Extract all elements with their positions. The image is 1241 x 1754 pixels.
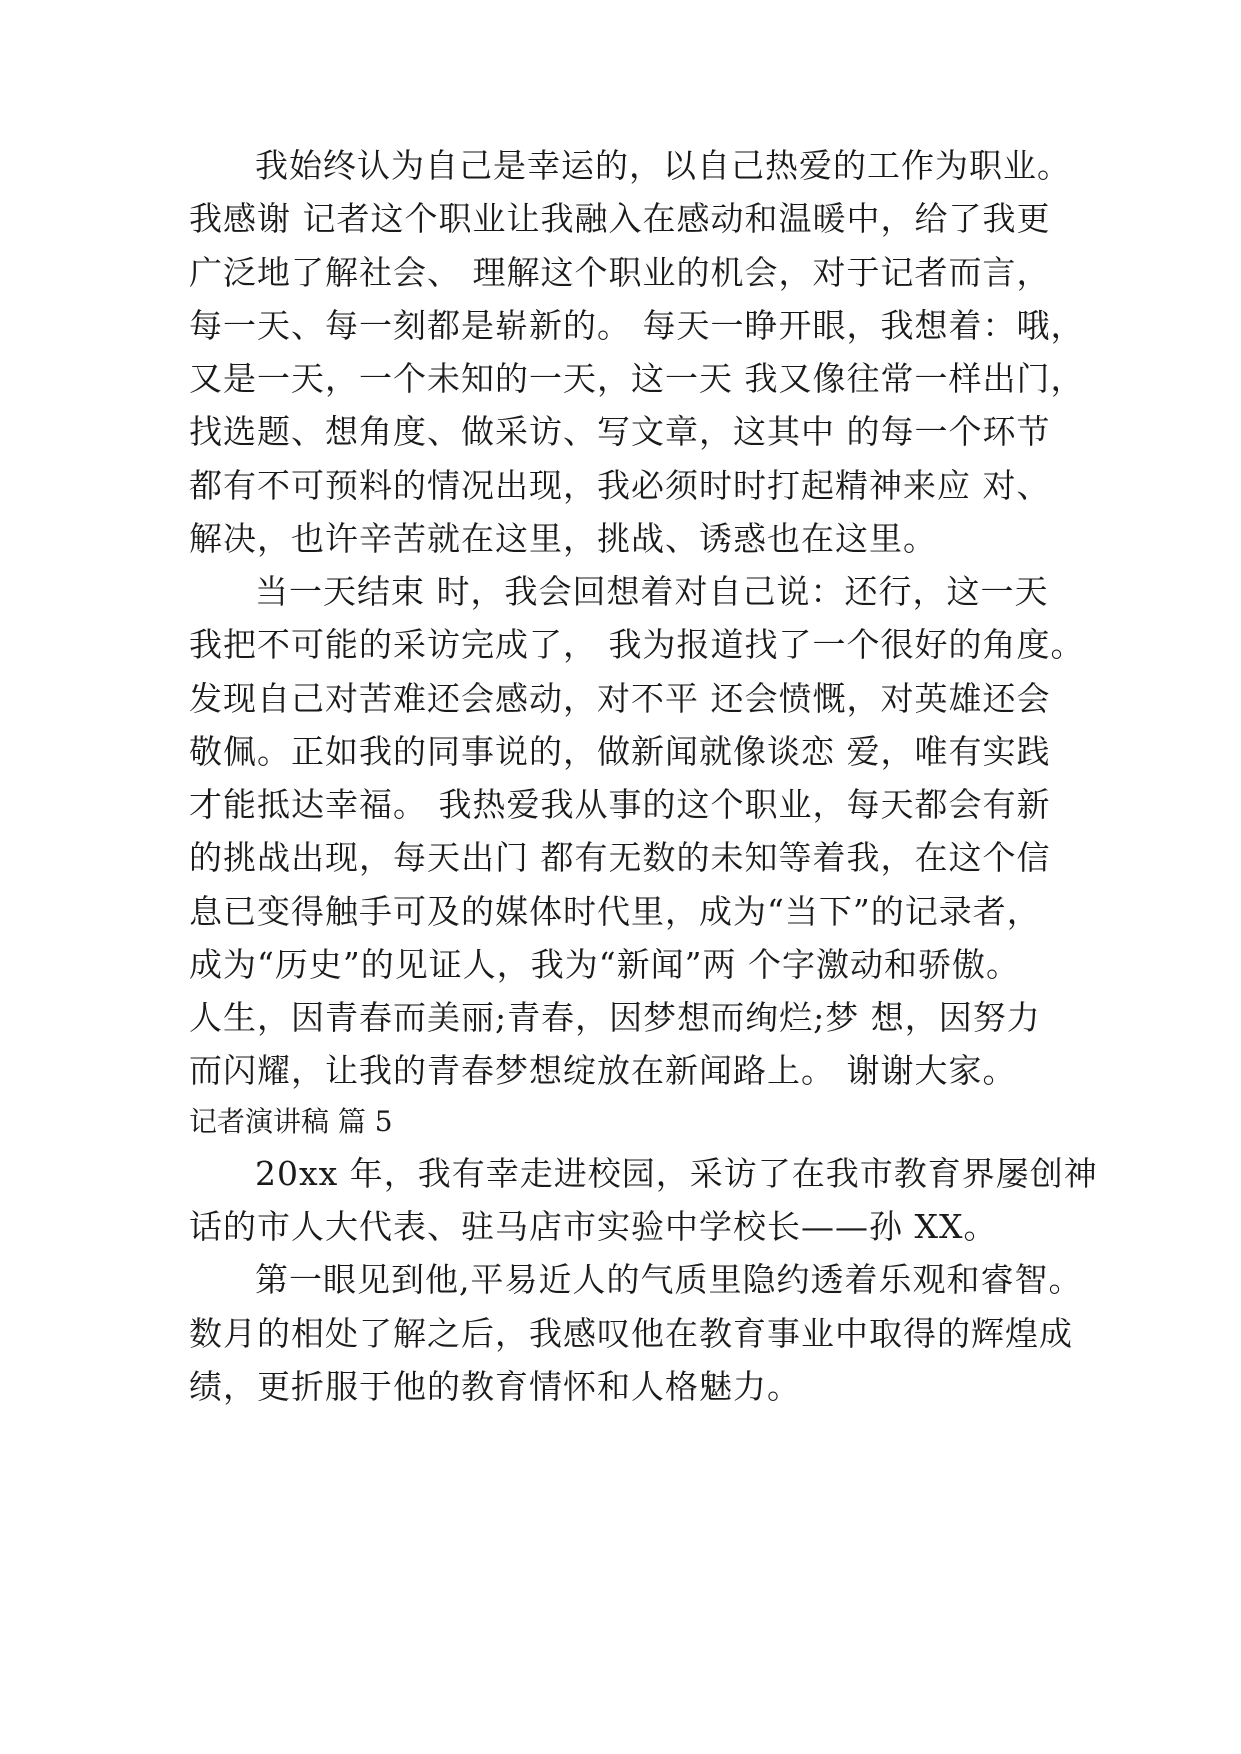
paragraph-1-line: 找选题、想角度、做采访、写文章，这其中 的每一个环节 [189, 412, 1051, 451]
paragraph-1-line: 我感谢 记者这个职业让我融入在感动和温暖中，给了我更 [189, 199, 1051, 238]
paragraph-1-line: 解决，也许辛苦就在这里，挑战、诱惑也在这里。 [189, 519, 937, 558]
paragraph-4-line: 绩，更折服于他的教育情怀和人格魅力。 [189, 1367, 801, 1406]
paragraph-1-line: 每一天、每一刻都是崭新的。 每天一睁开眼，我想着：哦， [189, 306, 1085, 345]
paragraph-2-line: 才能抵达幸福。 我热爱我从事的这个职业，每天都会有新 [189, 785, 1051, 824]
paragraph-4-line: 数月的相处了解之后，我感叹他在教育事业中取得的辉煌成 [189, 1314, 1073, 1353]
paragraph-2-line: 息已变得触手可及的媒体时代里，成为“当下”的记录者， [189, 892, 1041, 931]
paragraph-2-line: 而闪耀，让我的青春梦想绽放在新闻路上。 谢谢大家。 [189, 1051, 1017, 1090]
paragraph-1-line: 都有不可预料的情况出现，我必须时时打起精神来应 对、 [189, 466, 1051, 505]
paragraph-3-line: 话的市人大代表、驻马店市实验中学校长——孙 XX。 [189, 1207, 998, 1246]
paragraph-1-line: 我始终认为自己是幸运的，以自己热爱的工作为职业。 [255, 146, 1071, 185]
paragraph-2-line: 的挑战出现，每天出门 都有无数的未知等着我，在这个信 [189, 838, 1051, 877]
paragraph-2-line: 敬佩。正如我的同事说的，做新闻就像谈恋 爱，唯有实践 [189, 732, 1051, 771]
paragraph-4-line: 第一眼见到他,平易近人的气质里隐约透着乐观和睿智。 [255, 1260, 1083, 1299]
paragraph-1-line: 又是一天，一个未知的一天，这一天 我又像往常一样出门， [189, 359, 1085, 398]
paragraph-2-line: 人生，因青春而美丽;青春，因梦想而绚烂;梦 想，因努力 [189, 998, 1041, 1037]
paragraph-2-line: 发现自己对苦难还会感动，对不平 还会愤慨，对英雄还会 [189, 679, 1051, 718]
section-heading: 记者演讲稿 篇 5 [189, 1105, 393, 1138]
paragraph-3-line: 20xx 年，我有幸走进校园，采访了在我市教育界屡创神 [255, 1154, 1098, 1193]
paragraph-2-line: 当一天结束 时，我会回想着对自己说：还行，这一天 [255, 572, 1049, 611]
paragraph-1-line: 广泛地了解社会、 理解这个职业的机会，对于记者而言， [189, 253, 1051, 292]
paragraph-2-line: 我把不可能的采访完成了， 我为报道找了一个很好的角度。 [189, 625, 1085, 664]
paragraph-2-line: 成为“历史”的见证人，我为“新闻”两 个字激动和骄傲。 [189, 945, 1020, 984]
